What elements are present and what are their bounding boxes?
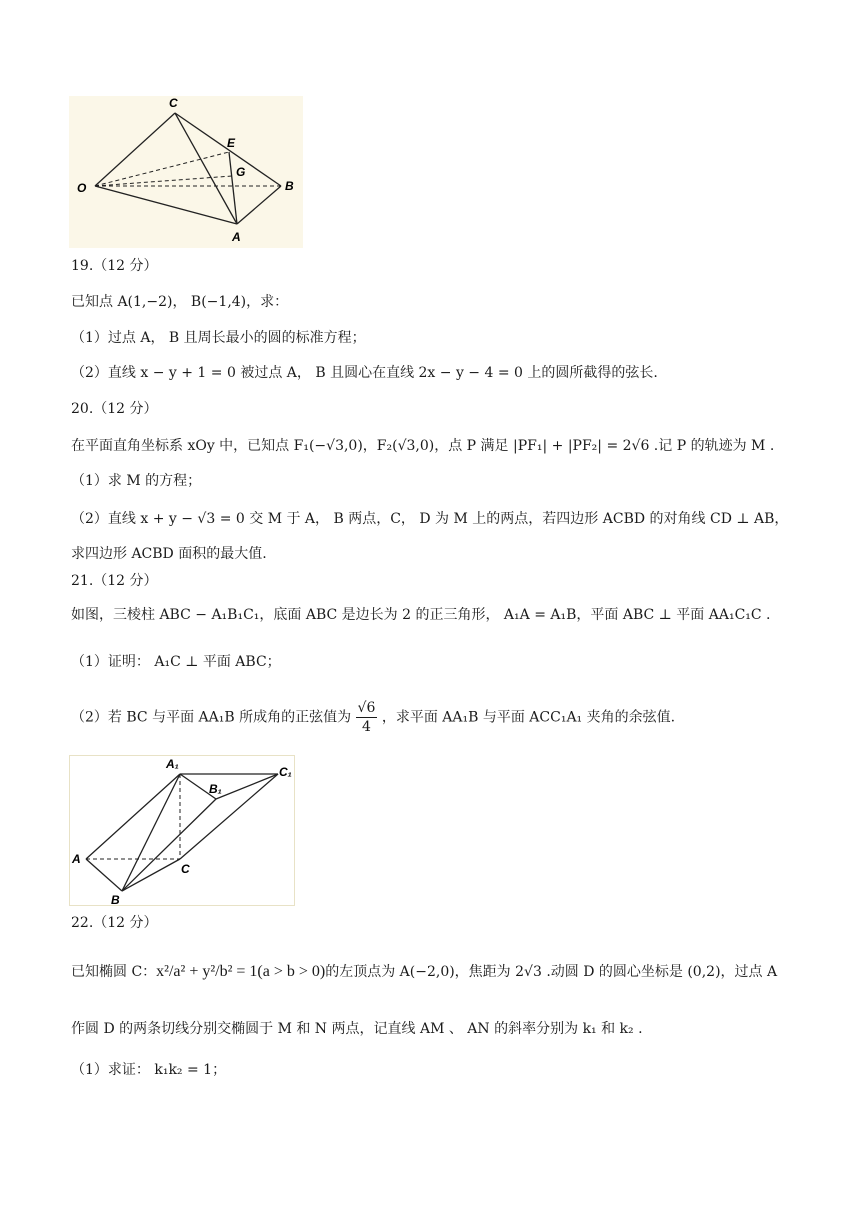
label-e: E — [227, 136, 236, 150]
q21-part2 — [71, 699, 675, 736]
q20-part2a: （2）直线 x + y − √3 = 0 交 M 于 A， B 两点，C， D 为 M 上的两点，若四边形 ACBD 的对角线 CD ⊥ AB， — [71, 511, 789, 527]
edge-b1c1 — [216, 774, 278, 799]
q22-stem-a — [71, 962, 777, 982]
fraction-denominator: 4 — [362, 719, 371, 735]
label-o: O — [77, 181, 87, 195]
dashed-oe — [95, 152, 229, 186]
edge-oa — [95, 186, 237, 224]
q21-part2-suffix: ，求平面 AA₁B 与平面 ACC₁A₁ 夹角的余弦值. — [381, 709, 676, 726]
segment-ea — [229, 152, 237, 224]
label-b: B — [111, 893, 120, 905]
label-a1: A₁ — [166, 757, 179, 771]
edge-ba1 — [122, 774, 180, 891]
edge-cc1 — [180, 774, 278, 859]
sine-fraction — [356, 699, 378, 736]
figure-prism — [69, 755, 295, 906]
label-b: B — [285, 179, 294, 193]
q22-header: 22.（12 分） — [71, 915, 158, 931]
q19-header: 19.（12 分） — [71, 258, 158, 274]
label-c1: C₁ — [279, 765, 292, 779]
q20-stem: 在平面直角坐标系 xOy 中，已知点 F₁(−√3,0)，F₂(√3,0)，点 P 满足 |PF₁| + |PF₂| = 2√6 .记 P 的轨迹为 M . — [71, 438, 775, 454]
q21-part2-prefix: （2）若 BC 与平面 AA₁B 所成角的正弦值为 — [71, 709, 352, 726]
q21-stem: 如图，三棱柱 ABC − A₁B₁C₁，底面 ABC 是边长为 2 的正三角形， A₁A = A₁B，平面 ABC ⊥ 平面 AA₁C₁C . — [71, 607, 771, 623]
q20-header: 20.（12 分） — [71, 401, 158, 417]
q20-part1: （1）求 M 的方程； — [71, 473, 202, 489]
q22-stem-a-prefix: 已知椭圆 C： — [71, 964, 157, 980]
figure-tetrahedron — [69, 96, 303, 248]
q22-stem-b: 作圆 D 的两条切线分别交椭圆于 M 和 N 两点，记直线 AM 、 AN 的斜率分别为 k₁ 和 k₂ . — [71, 1021, 643, 1037]
tetrahedron-diagram — [69, 96, 303, 248]
prism-diagram — [70, 756, 294, 905]
label-c: C — [169, 96, 178, 110]
edge-aa1 — [86, 774, 180, 859]
edge-ab — [237, 186, 281, 224]
q21-header: 21.（12 分） — [71, 573, 158, 589]
q22-stem-a-suffix: 的左顶点为 A(−2,0)，焦距为 2√3 .动圆 D 的圆心坐标是 (0,2)，过点 A — [325, 964, 778, 980]
q21-part1: （1）证明： A₁C ⊥ 平面 ABC； — [71, 654, 281, 670]
edge-ca — [175, 113, 237, 224]
q19-part2: （2）直线 x − y + 1 = 0 被过点 A， B 且圆心在直线 2x − y − 4 = 0 上的圆所截得的弦长. — [71, 365, 658, 381]
label-c: C — [181, 862, 190, 876]
fraction-numerator: √6 — [357, 700, 376, 716]
q19-part1: （1）过点 A， B 且周长最小的圆的标准方程； — [71, 330, 366, 346]
edge-bb1 — [122, 799, 216, 891]
label-a: A — [232, 230, 241, 244]
edge-ab — [86, 859, 122, 891]
q22-part1: （1）求证： k₁k₂ = 1； — [71, 1062, 227, 1078]
label-a: A — [72, 852, 81, 866]
edge-bc — [122, 859, 180, 891]
q20-part2b: 求四边形 ACBD 面积的最大值. — [71, 546, 267, 562]
q19-stem: 已知点 A(1,−2)， B(−1,4)，求： — [71, 294, 289, 310]
edge-oc — [95, 113, 175, 186]
label-g: G — [236, 165, 246, 179]
ellipse-equation: x²/a² + y²/b² = 1(a > b > 0) — [156, 963, 326, 980]
label-b1: B₁ — [209, 782, 222, 796]
